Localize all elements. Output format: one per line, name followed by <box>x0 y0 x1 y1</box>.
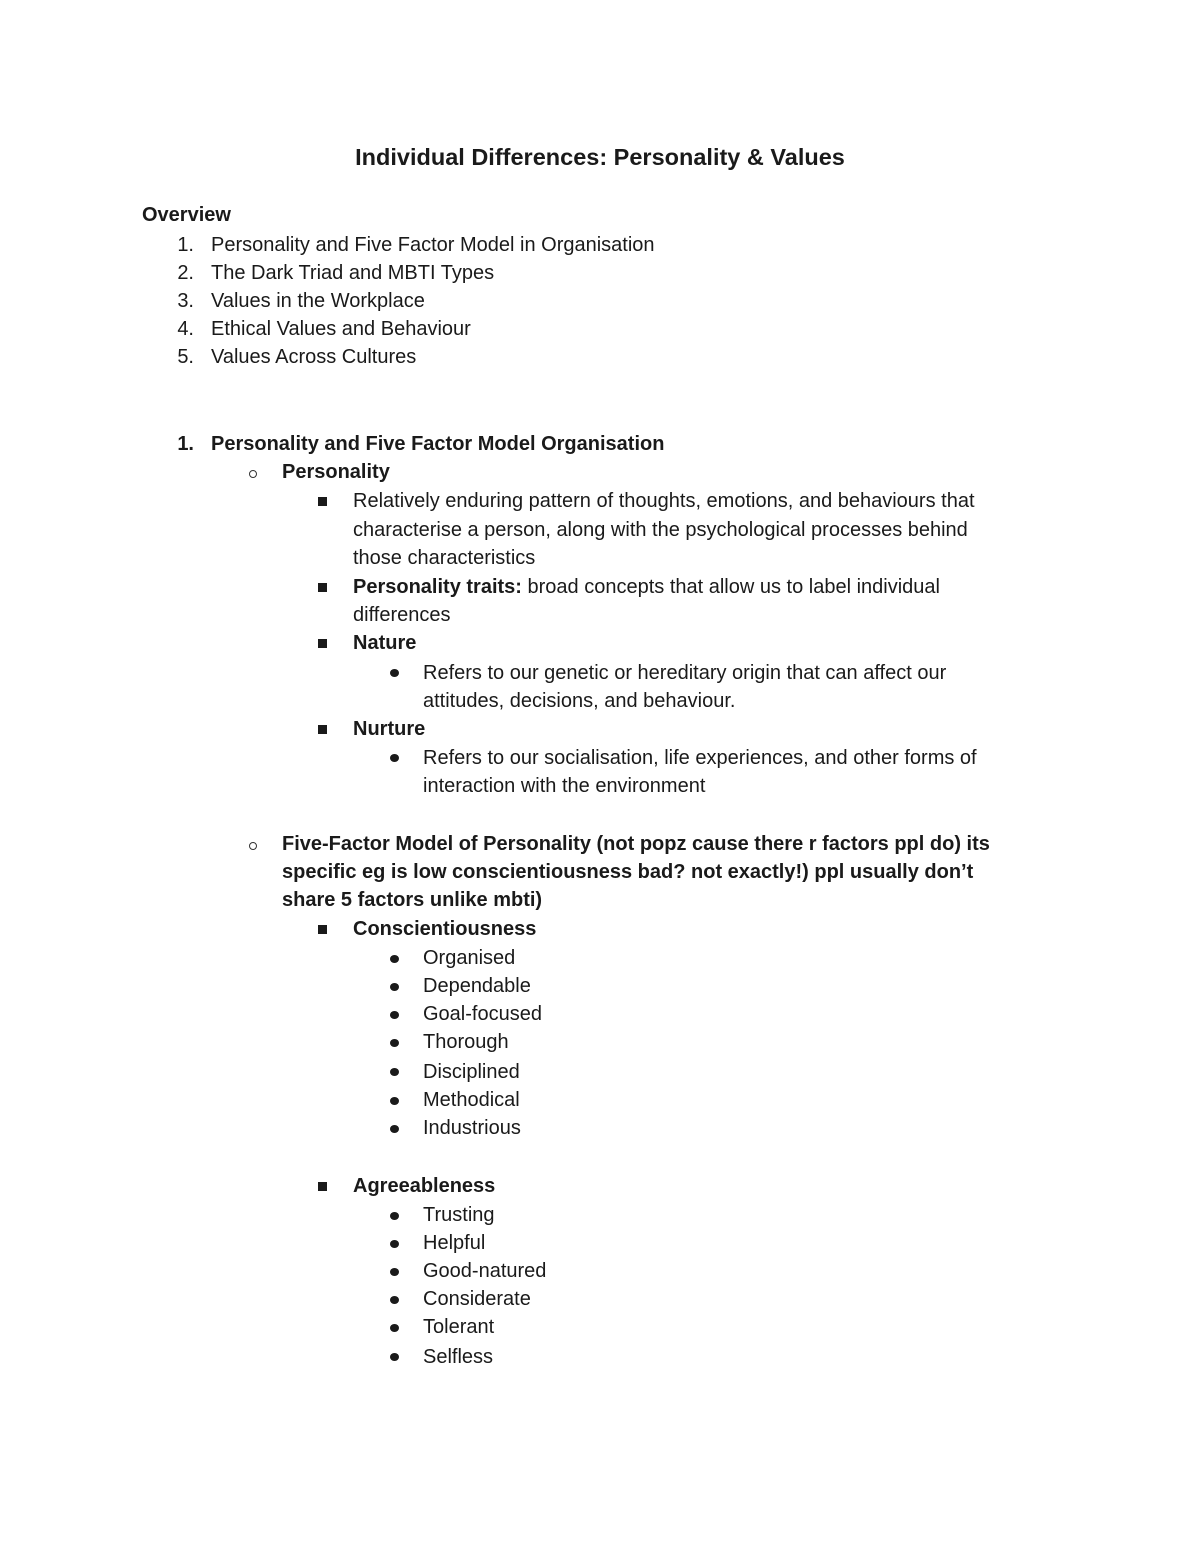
personality-traits-label: Personality traits: <box>353 576 522 598</box>
overview-heading: Overview <box>142 204 231 226</box>
section-number: 1. <box>177 433 194 455</box>
list-item: Helpful <box>423 1232 486 1254</box>
overview-item-number: 4. <box>177 318 194 340</box>
personality-heading: Personality <box>282 461 390 483</box>
personality-traits-text: differences <box>353 604 451 626</box>
nature-text: Refers to our genetic or hereditary origin that can affect our <box>423 662 947 684</box>
filled-circle-bullet-icon <box>390 1097 399 1105</box>
personality-traits-text: broad concepts that allow us to label individual <box>521 576 940 598</box>
conscientiousness-label: Conscientiousness <box>353 918 537 940</box>
overview-item-number: 2. <box>177 262 194 284</box>
filled-circle-bullet-icon <box>390 1212 399 1220</box>
hollow-circle-bullet-icon <box>249 470 257 478</box>
hollow-circle-bullet-icon <box>249 842 257 850</box>
filled-circle-bullet-icon <box>390 1353 399 1361</box>
five-factor-heading: Five-Factor Model of Personality (not popz cause there r factors ppl do) its <box>282 833 990 855</box>
nurture-text: Refers to our socialisation, life experiences, and other forms of <box>423 747 977 769</box>
list-item: Methodical <box>423 1089 520 1111</box>
list-item: Selfless <box>423 1346 494 1368</box>
filled-circle-bullet-icon <box>390 1125 399 1133</box>
filled-circle-bullet-icon <box>390 983 399 991</box>
list-item: Goal-focused <box>423 1003 542 1025</box>
nature-text: attitudes, decisions, and behaviour. <box>423 690 736 712</box>
overview-item-number: 3. <box>177 290 194 312</box>
overview-item: Values in the Workplace <box>211 290 425 312</box>
overview-item-number: 1. <box>177 234 194 256</box>
filled-circle-bullet-icon <box>390 1039 399 1047</box>
square-bullet-icon <box>318 725 327 734</box>
list-item: Thorough <box>423 1031 509 1053</box>
square-bullet-icon <box>318 925 327 934</box>
overview-item-number: 5. <box>177 346 194 368</box>
list-item: Good-natured <box>423 1260 547 1282</box>
square-bullet-icon <box>318 497 327 506</box>
nurture-label: Nurture <box>353 718 426 740</box>
section-heading: Personality and Five Factor Model Organisation <box>211 433 665 455</box>
personality-definition: characterise a person, along with the psychological processes behind <box>353 519 968 541</box>
list-item: Organised <box>423 947 516 969</box>
list-item: Considerate <box>423 1288 531 1310</box>
filled-circle-bullet-icon <box>390 669 399 677</box>
filled-circle-bullet-icon <box>390 754 399 762</box>
nature-label: Nature <box>353 632 417 654</box>
personality-definition: those characteristics <box>353 547 536 569</box>
list-item: Trusting <box>423 1204 495 1226</box>
list-item: Industrious <box>423 1117 521 1139</box>
square-bullet-icon <box>318 1182 327 1191</box>
agreeableness-label: Agreeableness <box>353 1175 496 1197</box>
filled-circle-bullet-icon <box>390 1240 399 1248</box>
personality-traits <box>353 573 940 601</box>
filled-circle-bullet-icon <box>390 1296 399 1304</box>
overview-item: The Dark Triad and MBTI Types <box>211 262 495 284</box>
filled-circle-bullet-icon <box>390 955 399 963</box>
overview-item: Personality and Five Factor Model in Organisation <box>211 234 655 256</box>
list-item: Dependable <box>423 975 531 997</box>
list-item: Disciplined <box>423 1061 520 1083</box>
filled-circle-bullet-icon <box>390 1011 399 1019</box>
filled-circle-bullet-icon <box>390 1324 399 1332</box>
personality-definition: Relatively enduring pattern of thoughts, emotions, and behaviours that <box>353 490 975 512</box>
document-title: Individual Differences: Personality & Values <box>355 144 845 170</box>
five-factor-heading: specific eg is low conscientiousness bad? not exactly!) ppl usually don’t <box>282 861 974 883</box>
nurture-text: interaction with the environment <box>423 775 706 797</box>
filled-circle-bullet-icon <box>390 1068 399 1076</box>
overview-item: Ethical Values and Behaviour <box>211 318 471 340</box>
square-bullet-icon <box>318 639 327 648</box>
five-factor-heading: share 5 factors unlike mbti) <box>282 889 543 911</box>
square-bullet-icon <box>318 583 327 592</box>
overview-item: Values Across Cultures <box>211 346 417 368</box>
filled-circle-bullet-icon <box>390 1268 399 1276</box>
list-item: Tolerant <box>423 1316 495 1338</box>
